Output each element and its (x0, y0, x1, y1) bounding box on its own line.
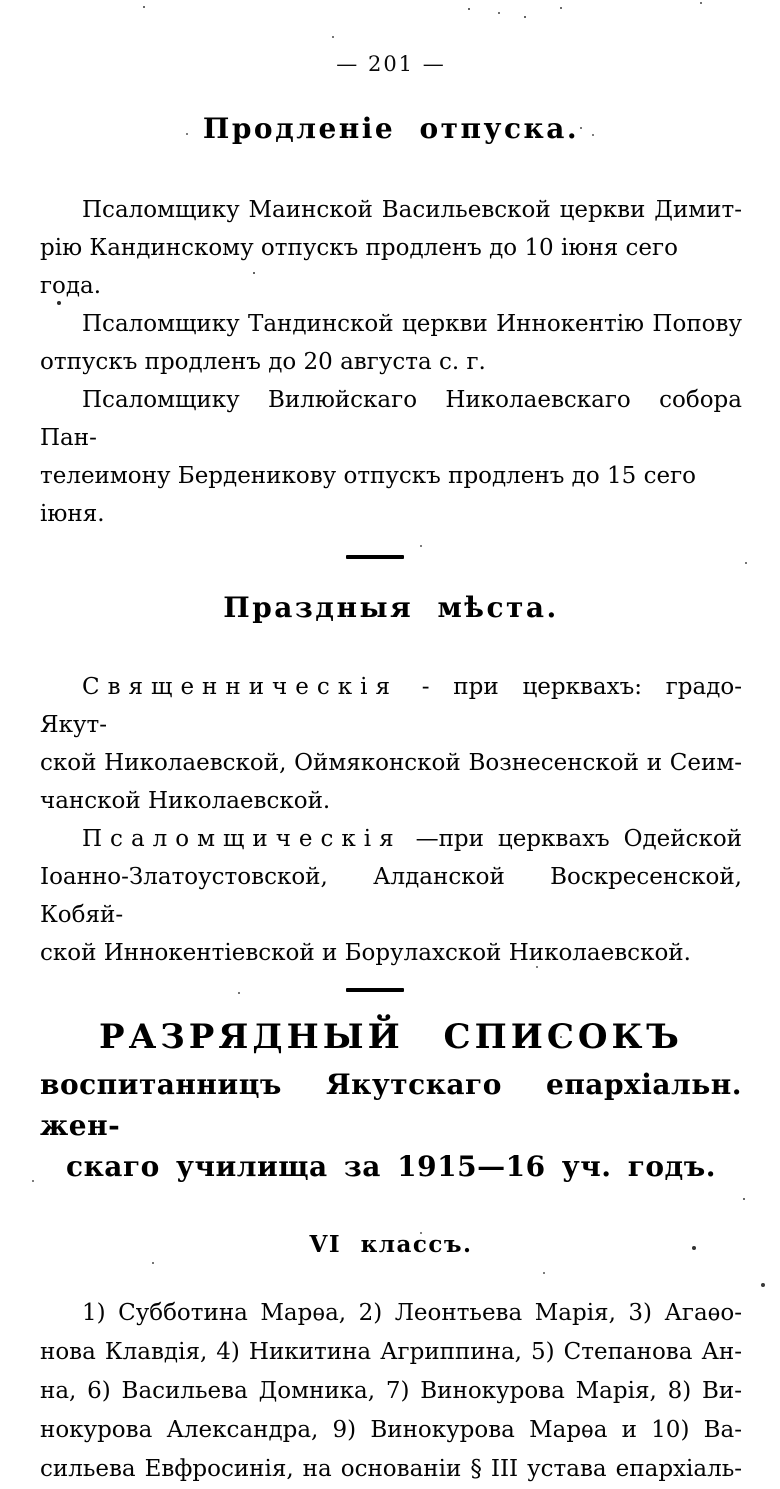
paragraph-line: рію Кандинскому отпускъ продленъ до 10 іюня сего года. (40, 235, 678, 299)
paragraph-line: отпускъ продленъ до 20 августа с. г. (40, 349, 486, 375)
vacancies-paragraph-psalmreaders (40, 820, 742, 972)
leave-paragraph-2 (40, 305, 742, 381)
class-heading: VI классъ. (309, 1231, 473, 1258)
section-divider (346, 988, 404, 992)
lead-line-rest: - при церквахъ: градо-Якут- (40, 674, 743, 738)
paragraph-line: Псаломщику Вилюйскаго Николаевскаго собора Пан- (40, 387, 742, 451)
spaced-lead-word: Псаломщическія (82, 826, 402, 852)
paragraph-line: на, 6) Васильева Домника, 7) Винокурова Марія, 8) Ви- (40, 1378, 742, 1404)
ranking-list-title: РАЗРЯДНЫЙ СПИСОКЪ (99, 1017, 683, 1057)
scan-speckles (0, 0, 2, 2)
page-content (40, 0, 742, 1489)
paragraph-line: чанской Николаевской. (40, 788, 331, 814)
ranking-list-subtitle-line-2: скаго училища за 1915—16 уч. годъ. (66, 1150, 716, 1183)
section-title-leave-extension: Продленіе отпуска. (202, 112, 580, 145)
students-list-paragraph (40, 1294, 742, 1489)
section-title-vacant-places: Праздныя мѣста. (223, 591, 559, 624)
paragraph-line: телеимону Берденикову отпускъ продленъ до 15 сего іюня. (40, 463, 696, 527)
spaced-lead-word: Священническія (82, 674, 398, 700)
vacancies-paragraph-priests (40, 668, 742, 820)
paragraph-line: ской Иннокентіевской и Борулахской Николаевской. (40, 940, 691, 966)
paragraph-line: нокурова Александра, 9) Винокурова Марѳа и 10) Ва- (40, 1417, 742, 1443)
paragraph-line: Псаломщику Маинской Васильевской церкви Димит- (82, 197, 742, 223)
leave-paragraph-3 (40, 381, 742, 533)
leave-paragraph-1 (40, 191, 742, 305)
paragraph-line: сильева Евфросинія, на основаніи § III устава епархіаль- (40, 1456, 742, 1482)
lead-line-rest: —при церквахъ Одейской (415, 826, 742, 852)
paragraph-line: Іоанно-Златоустовской, Алданской Воскресенской, Кобяй- (40, 864, 742, 928)
paragraph-line (40, 668, 742, 744)
ranking-list-subtitle-line-1: воспитанницъ Якутскаго епархіальн. жен- (40, 1068, 742, 1142)
paragraph-line: Псаломщику Тандинской церкви Иннокентію Попову (82, 311, 742, 337)
paragraph-line (40, 820, 742, 858)
paragraph-line: нова Клавдія, 4) Никитина Агриппина, 5) Степанова Ан- (40, 1339, 742, 1365)
section-divider (346, 555, 404, 559)
page-number: — 201 — (336, 52, 446, 76)
paragraph-line: ской Николаевской, Оймяконской Вознесенской и Сеим- (40, 750, 742, 776)
paragraph-line: 1) Субботина Марѳа, 2) Леонтьева Марія, 3) Агаѳо- (82, 1300, 742, 1326)
